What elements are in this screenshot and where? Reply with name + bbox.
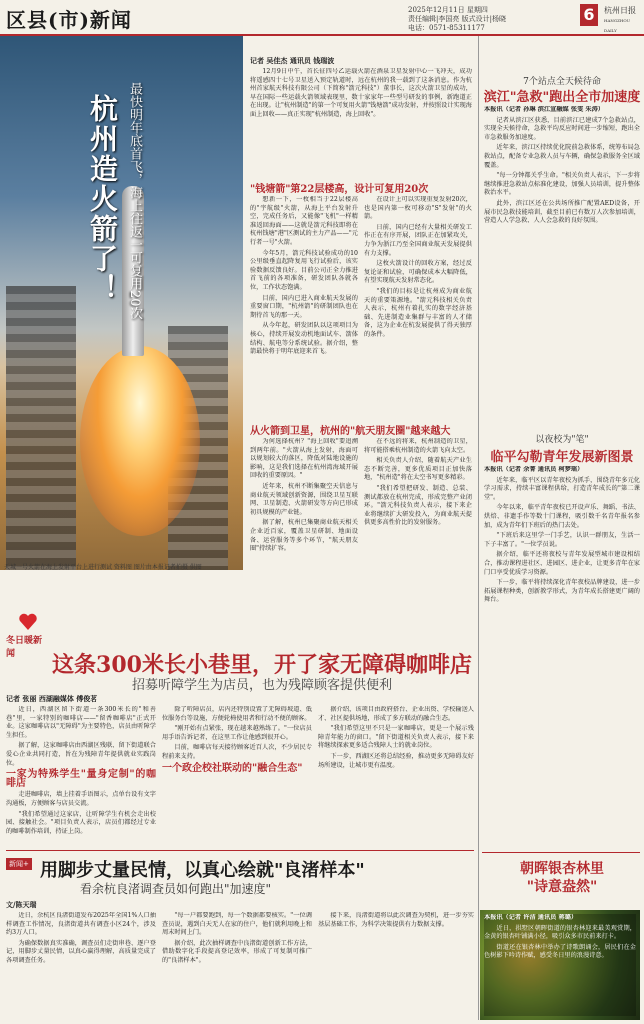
paragraph: "刚开始有点紧张，现在越来越熟练了。"一位店员用手语告诉记者，在这里工作让他感到很开心。 <box>162 725 312 741</box>
paragraph: 据介绍，此次抽样调查中良渚街道创新工作方法，借助数字化手段提高登记效率，形成了可复制可推广的"良渚样本"。 <box>162 939 312 964</box>
lead-photo <box>0 36 243 570</box>
paragraph: 相关负责人介绍，随着航天产业生态不断完善，更多优质项目正加快落地，"杭州造"将在太空书写更多精彩。 <box>364 457 472 482</box>
paragraph: 这枚火箭设计的回收方案，经过反复论证和试验，可确保成本大幅降低，有望实现航天发射常态化。 <box>364 260 472 285</box>
lead-byline: 记者 吴佳杰 通讯员 钱瑞波 <box>250 56 335 65</box>
cafe-subhead-1: 一家为特殊学生"量身定制"的咖啡店 <box>6 769 156 789</box>
paragraph: 近年来，杭州不断集聚空天信息与商业航天领域创新资源，围绕卫星互联网、卫星制造、火箭研发等方向已形成初具规模的产业链。 <box>250 482 358 516</box>
paragraph: 近日，西湖区留下街道一条300米长的"和善巷"里，一家特别的咖啡店——"留香咖啡店"正式开业。这家咖啡店以"无障碍"为主要特色，店员由听障学生担任。 <box>6 706 156 739</box>
paragraph: 今年5月，箭元科技试验成功的10公里级垂直起降复用飞行试验后，该实验数据反馈良好。目前公司正全力推进首飞前的各项准备，研发团队各就各位，工作状态饱满。 <box>250 249 358 291</box>
paragraph: "每一户都要跑到，每一个数据都要核实。"一位调查员说，遇到白天无人在家的住户，他们就利用晚上和周末时间上门。 <box>162 912 312 937</box>
lead-col-2 <box>364 196 472 418</box>
page-number: 6 <box>580 4 598 26</box>
paragraph: 从今年起，研发团队以这项项目为核心，持续开展发动机地面试车、箭体结构、航电等分系统试验。据介绍，整箭最快将于明年底迎来首飞。 <box>250 322 358 356</box>
ginkgo-headline-2: "诗意盎然" <box>526 879 598 895</box>
warm-news-logo: 冬日暖新闻 <box>6 636 43 659</box>
heart-icon <box>18 612 38 632</box>
paragraph: 下一步，临平将持续深化青年夜校品牌建设，进一步拓展课程种类，创新教学形式，为青年成长搭建更广阔的舞台。 <box>484 579 640 604</box>
rocket-flame <box>80 346 200 536</box>
paragraph: 街道还在银杏林中举办了诗歌朗诵会，居民们在金色树影下吟诗作赋，感受冬日里的浪漫诗意。 <box>484 943 636 960</box>
liangzhu-subtitle: 看余杭良渚调查员如何跑出"加速度" <box>80 882 272 896</box>
paragraph: "我们希望这里不只是一家咖啡店，更是一个展示残障青年能力的窗口。"留下街道相关负责人表示，接下来将继续探索更多适合残障人士的就业岗位。 <box>318 725 474 750</box>
paragraph: 目前，咖啡店每天接待顾客近百人次，不少居民专程前来支持。 <box>162 744 312 760</box>
paragraph: "我们希望把研发、制造、总装、测试都放在杭州完成，形成完整产业闭环。"箭元科技负责人表示，接下来企业将继续扩大研发投入，为商业航天提供更多高性价比的发射服务。 <box>364 484 472 527</box>
page-header <box>0 0 644 36</box>
liangzhu-col-3 <box>318 912 474 1020</box>
paragraph: "我们的目标是让杭州成为商业航天的重要策源地。"箭元科技相关负责人表示，杭州有着扎实的数字经济基础、先进制造业集群与丰富的人才储备，这为企业在杭发展提供了得天独厚的条件。 <box>364 287 472 338</box>
divider <box>482 852 640 853</box>
paragraph: 为确保数据真实准确，调查员们走街串巷、逐户登记，用脚步丈量民情，以真心赢得理解，高质量完成了各项调查任务。 <box>6 939 156 964</box>
paper-name: 杭州日报 <box>604 6 636 15</box>
editor-credits: 责任编辑|李国亮 版式设计|杨晓 <box>408 15 506 23</box>
byline: 本报讯（记者 许洁 通讯员 蒋璐） <box>484 914 578 921</box>
paragraph: "我们希望通过这家店，让听障学生有机会走出校园、接触社会。"项目负责人表示，店员们都经过专业的咖啡制作培训，持证上岗。 <box>6 810 156 835</box>
cafe-headline: 这条300米长小巷里，开了家无障碍咖啡店 <box>52 652 472 678</box>
liangzhu-headline: 用脚步丈量民情，以真心绘就"良渚样本" <box>40 860 365 881</box>
paragraph: 今年以来，临平青年夜校已开设声乐、舞蹈、书法、烘焙、非遗手作等数十门课程，吸引数千名青年报名参加，成为青年们下班后的热门去处。 <box>484 504 640 529</box>
paragraph: 近日，拱墅区朝晖街道的银杏林迎来最美观赏期，金黄的银杏叶铺满小径，吸引众多市民前来打卡。 <box>484 924 636 941</box>
paragraph: 据了解，这家咖啡店由西湖区残联、留下街道联合爱心企业共同打造，旨在为残障青年提供就业实践岗位。 <box>6 742 156 767</box>
paper-pinyin: HANGZHOU DAILY <box>604 18 630 33</box>
issue-meta <box>408 6 578 33</box>
ambulance-headline: 滨江"急救"跑出全市加速度 <box>483 90 641 105</box>
cafe-subtitle: 招募听障学生为店员，也为残障顾客提供便利 <box>131 678 392 693</box>
lead-subhead-1: "钱塘箭"第22层楼高，设计可复用20次 <box>250 184 429 195</box>
lead-intro <box>250 68 472 176</box>
paragraph: 近年来，滨江区持续优化院前急救体系，统筹布局急救站点，配备专业急救人员与车辆，确保急救服务全区域覆盖。 <box>484 144 640 169</box>
paragraph: 据介绍，该项目由政府搭台、企业出资、学校输送人才、社区提供场地，形成了多方联动的融合生态。 <box>318 706 474 722</box>
paragraph: 目前，国内已进入商业航天发展的重要窗口期，"杭州箭"的研制团队也在期待首飞的那一天。 <box>250 294 358 319</box>
paragraph: 接下来，良渚街道将以此次调查为契机，进一步夯实基层基础工作，为科学决策提供有力数据支撑。 <box>318 912 474 928</box>
lead-intro-text: 12月9日中午，首长征四号乙运载火箭在酒泉卫星发射中心一飞冲天，成功将遥感四十七号卫星送入预定轨道时，远在杭州的我一载到了这条消息。作为杭州首家航天科技有限公司（下简称"箭元科技"）董事长，这次火箭卫星的成功，早在国际一些运载火箭领域表现里，数十家家年一些型号研发的事例，新跑道正在出现。让"杭州制造"的第一个可复用火箭"钱塘箭"成功发射，并按照设计实现海面上回收——真正实现"杭州制造，海上回收"。 <box>250 68 472 118</box>
lead-subtitle: 最快明年底首飞，海上往返一可复用20次 <box>127 82 142 320</box>
phone: 电话：0571-85311177 <box>408 24 485 32</box>
byline: 本报讯（记者 孙琳 滨江宣融媒 张雯 朱涛） <box>484 106 604 113</box>
divider <box>6 850 474 851</box>
paragraph: 据了解，杭州已集聚商业航天相关企业近百家，覆盖卫星研制、地面设备、运营服务等多个环节，"航天朋友圈"持续扩容。 <box>250 519 358 553</box>
nightschool-article <box>484 466 640 786</box>
paragraph: 为何选择杭州？"海上回收"要追溯到两年前。"火箭从海上发射，海面可以规划较大的落区，降低对陆地设施的影响，这是我们选择在杭州湾海域开展回收的重要原因。" <box>250 438 358 480</box>
ginkgo-article <box>484 914 636 1016</box>
ambulance-article <box>484 106 640 406</box>
news-plus-badge: 新闻+ <box>6 858 32 870</box>
ambulance-kicker: 7个站点全天候待命 <box>523 77 601 87</box>
paper-logo <box>604 6 640 36</box>
cafe-col-3 <box>318 706 474 846</box>
cafe-col-2 <box>162 706 312 846</box>
cafe-subhead-2: 一个政企校社联动的"融合生态" <box>162 762 303 774</box>
launch-tower-left <box>6 286 76 570</box>
paragraph: 日前，国内已经有大量相关研发工作正在有序开展，团队正在加紧攻关，力争为浙江乃至全国商业航天发展提供有力支撑。 <box>364 223 472 257</box>
paragraph: 据介绍，临平还将夜校与青年发展型城市建设相结合，推动课程进社区、进园区、进企业，让更多青年在家门口享受优质学习资源。 <box>484 551 640 576</box>
cafe-col-1 <box>6 706 156 846</box>
paragraph: "下班后来这里学一门手艺，认识一群朋友，生活一下子丰富了。"一位学员说。 <box>484 532 640 548</box>
section-title: 区县(市)新闻 <box>6 8 132 32</box>
paragraph: 记者从滨江区获悉，目前滨江已建成7个急救站点，实现全天候待命，急救平均反应时间进一步缩短，跑出全市急救服务加速度。 <box>484 116 640 141</box>
lead-headline: 杭州造火箭了！ <box>86 94 119 304</box>
byline: 本报讯（记者 余菁 通讯员 柯梦瑶） <box>484 466 584 473</box>
lead-col-3 <box>250 438 358 588</box>
ginkgo-photo <box>480 910 640 1020</box>
paragraph: 除了听障店员，店内还特别设置了无障碍坡道、低位服务台等设施，方便轮椅使用者和行动不便的顾客。 <box>162 706 312 722</box>
liangzhu-byline: 文/陈天瑞 <box>6 900 37 909</box>
paragraph: 在设计上可以实现重复发射20次，也是国内第一枚可移动"S"发射"的火箭。 <box>364 196 472 221</box>
paragraph: 下一步，西湖区还将总结经验，推动更多无障碍友好场所建设，让城市更有温度。 <box>318 752 474 769</box>
cafe-byline: 记者 张丽 西湖融媒体 傅俊茗 <box>6 694 98 703</box>
paragraph: 此外，滨江区还在公共场所推广配置AED设备，开展市民急救技能培训，截至目前已有数万人次参加培训，营造人人学急救、人人会急救的良好氛围。 <box>484 199 640 225</box>
paragraph: 近年来，临平区以青年夜校为抓手，围绕青年多元化学习需求，持续丰富课程供给，打造青年成长的"第二课堂"。 <box>484 476 640 501</box>
liangzhu-col-1 <box>6 912 156 1020</box>
paragraph: 走进咖啡店，墙上挂着手语图示，点单台设有文字沟通板，方便顾客与店员交流。 <box>6 791 156 807</box>
ginkgo-headline: 朝晖银杏林里 <box>520 861 604 877</box>
lead-subhead-2: 从火箭到卫星，杭州的"航天朋友圈"越来越大 <box>250 426 451 437</box>
paragraph: "每一分钟都关乎生命。"相关负责人表示，下一步将继续推进急救站点标准化建设，加强人员培训，提升整体救治水平。 <box>484 172 640 197</box>
paragraph: 在不远的将来，杭州制造的卫星，将可能搭乘杭州制造的火箭飞向太空。 <box>364 438 472 454</box>
nightschool-headline: 临平勾勒青年发展新图景 <box>490 450 634 465</box>
lead-col-1 <box>250 196 358 418</box>
column-divider <box>478 36 479 1020</box>
lead-col-4 <box>364 438 472 588</box>
paragraph: 想新一下，一枚相当于22层楼高的"宇航级"火箭，从海上平台发射升空，完成任务后，又能像"飞机"一样精准返回海面——这就是箭元科技即将在杭州钱塘"港"区测试的主力产品——"元行者一号"火箭。 <box>250 196 358 246</box>
issue-date: 2025年12月11日 星期四 <box>408 6 488 14</box>
liangzhu-col-2 <box>162 912 312 1020</box>
nightschool-kicker: 以夜校为"笔" <box>535 435 589 445</box>
paragraph: 近日，余杭区良渚街道发布2025年全国1%人口抽样调查工作情况，良渚街道共有调查小区24个，涉及约3万人口。 <box>6 912 156 937</box>
photo-caption: 天城一号火箭在海上发射平台上进行测试 资料图 图片由本报记者拍摄 供图 <box>4 564 202 571</box>
